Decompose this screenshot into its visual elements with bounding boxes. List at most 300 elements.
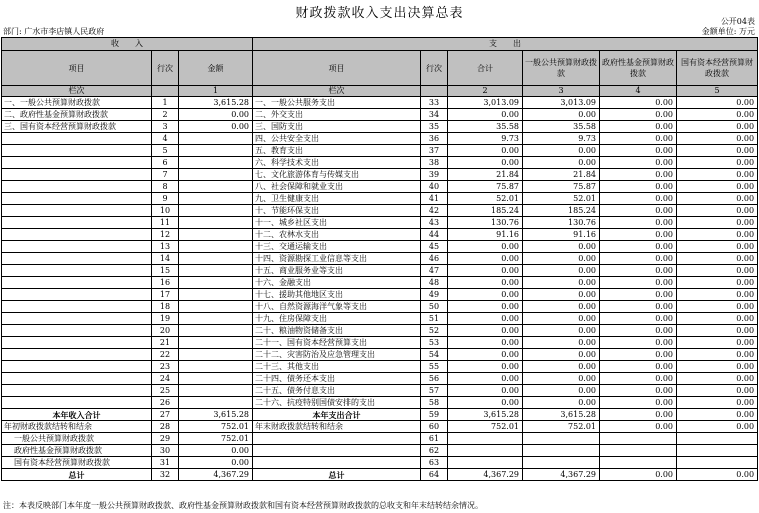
cell-left-amount: [179, 217, 253, 229]
cell-left-amount: [179, 241, 253, 253]
cell-fund: 0.00: [600, 109, 677, 121]
cell-fund: 0.00: [600, 409, 677, 421]
col-item-left: 项目: [2, 51, 152, 86]
cell-left-line: 8: [152, 181, 179, 193]
cell-total: 752.01: [448, 421, 523, 433]
cell-right-line: 51: [421, 313, 448, 325]
cell-right-line: 49: [421, 289, 448, 301]
cell-fund: 0.00: [600, 313, 677, 325]
table-row: [2, 373, 758, 385]
cell-state: 0.00: [677, 289, 758, 301]
cell-state: 0.00: [677, 217, 758, 229]
cell-general: 0.00: [523, 277, 600, 289]
cell-total: 52.01: [448, 193, 523, 205]
cell-right-item: [253, 445, 421, 457]
cell-right-item: 年末财政拨款结转和结余: [253, 421, 421, 433]
cell-left-line: 14: [152, 253, 179, 265]
cell-right-line: 33: [421, 97, 448, 109]
cell-fund: 0.00: [600, 241, 677, 253]
cell-right-item: 十一、城乡社区支出: [253, 217, 421, 229]
cell-right-item: 一、一般公共服务支出: [253, 97, 421, 109]
cell-general: 0.00: [523, 325, 600, 337]
cell-left-item: [2, 241, 152, 253]
cell-left-line: 3: [152, 121, 179, 133]
cell-fund: [600, 445, 677, 457]
cell-fund: 0.00: [600, 421, 677, 433]
cell-left-line: 1: [152, 97, 179, 109]
cell-right-item: 十六、金融支出: [253, 277, 421, 289]
cell-right-item: 二十三、其他支出: [253, 361, 421, 373]
col-num-5: 5: [677, 86, 758, 97]
cell-left-amount: [179, 253, 253, 265]
cell-state: [677, 457, 758, 469]
cell-right-line: 57: [421, 385, 448, 397]
cell-right-item: 五、教育支出: [253, 145, 421, 157]
cell-right-item: 三、国防支出: [253, 121, 421, 133]
cell-right-line: 43: [421, 217, 448, 229]
cell-right-item: 二十四、债务还本支出: [253, 373, 421, 385]
cell-left-item: [2, 313, 152, 325]
cell-left-amount: [179, 397, 253, 409]
cell-left-item: [2, 349, 152, 361]
cell-total: 130.76: [448, 217, 523, 229]
cell-left-amount: [179, 157, 253, 169]
cell-fund: 0.00: [600, 397, 677, 409]
cell-left-line: 9: [152, 193, 179, 205]
budget-table: [1, 37, 758, 481]
cell-right-line: 46: [421, 253, 448, 265]
cell-left-item: 总计: [2, 469, 152, 481]
cell-right-line: 63: [421, 457, 448, 469]
cell-total: 0.00: [448, 373, 523, 385]
cell-total: 0.00: [448, 397, 523, 409]
cell-general: 185.24: [523, 205, 600, 217]
table-row: [2, 145, 758, 157]
cell-right-item: 十七、援助其他地区支出: [253, 289, 421, 301]
table-row: [2, 457, 758, 469]
cell-total: 0.00: [448, 361, 523, 373]
cell-right-item: 二十五、债务付息支出: [253, 385, 421, 397]
cell-right-item: 十五、商业服务业等支出: [253, 265, 421, 277]
table-row: [2, 337, 758, 349]
cell-left-item: [2, 361, 152, 373]
cell-state: 0.00: [677, 157, 758, 169]
cell-fund: 0.00: [600, 373, 677, 385]
cell-right-item: 总计: [253, 469, 421, 481]
table-row: [2, 397, 758, 409]
column-header-row: [2, 51, 758, 86]
cell-fund: 0.00: [600, 205, 677, 217]
cell-total: 35.58: [448, 121, 523, 133]
cell-fund: 0.00: [600, 145, 677, 157]
cell-left-amount: [179, 193, 253, 205]
cell-right-line: 37: [421, 145, 448, 157]
cell-state: 0.00: [677, 193, 758, 205]
cell-right-line: 50: [421, 301, 448, 313]
cell-left-amount: 752.01: [179, 421, 253, 433]
cell-state: 0.00: [677, 469, 758, 481]
cell-left-item: [2, 277, 152, 289]
cell-right-line: 58: [421, 397, 448, 409]
cell-fund: 0.00: [600, 157, 677, 169]
cell-general: 0.00: [523, 241, 600, 253]
cell-right-item: 九、卫生健康支出: [253, 193, 421, 205]
cell-total: 0.00: [448, 385, 523, 397]
cell-total: 9.73: [448, 133, 523, 145]
cell-general: 0.00: [523, 385, 600, 397]
cell-left-amount: [179, 325, 253, 337]
cell-general: [523, 457, 600, 469]
cell-general: 0.00: [523, 301, 600, 313]
cell-general: 0.00: [523, 337, 600, 349]
cell-state: 0.00: [677, 169, 758, 181]
cell-general: 21.84: [523, 169, 600, 181]
cell-left-line: 26: [152, 397, 179, 409]
cell-left-amount: [179, 349, 253, 361]
cell-left-amount: 0.00: [179, 121, 253, 133]
cell-right-item: 本年支出合计: [253, 409, 421, 421]
cell-left-item: [2, 157, 152, 169]
cell-right-item: 十四、资源勘探工业信息等支出: [253, 253, 421, 265]
cell-left-amount: [179, 373, 253, 385]
cell-left-line: 18: [152, 301, 179, 313]
cell-left-amount: [179, 277, 253, 289]
table-row: [2, 433, 758, 445]
page-title: 财政拨款收入支出决算总表: [295, 6, 464, 21]
cell-state: 0.00: [677, 397, 758, 409]
cell-left-line: 5: [152, 145, 179, 157]
cell-left-line: 17: [152, 289, 179, 301]
cell-right-item: 二十六、抗疫特别国债安排的支出: [253, 397, 421, 409]
cell-left-line: 25: [152, 385, 179, 397]
cell-fund: [600, 457, 677, 469]
cell-left-item: [2, 253, 152, 265]
cell-general: 3,013.09: [523, 97, 600, 109]
table-row: [2, 325, 758, 337]
cell-fund: 0.00: [600, 169, 677, 181]
cell-fund: 0.00: [600, 385, 677, 397]
cell-right-line: 53: [421, 337, 448, 349]
cell-left-item: [2, 325, 152, 337]
cell-left-line: 24: [152, 373, 179, 385]
table-row: [2, 385, 758, 397]
cell-state: 0.00: [677, 145, 758, 157]
cell-left-line: 7: [152, 169, 179, 181]
table-row: [2, 469, 758, 481]
table-row: [2, 181, 758, 193]
expense-header: 支 出: [253, 38, 758, 51]
cell-left-line: 11: [152, 217, 179, 229]
table-row: [2, 421, 758, 433]
cell-total: 0.00: [448, 325, 523, 337]
cell-left-amount: [179, 337, 253, 349]
form-number: 公开04表: [720, 17, 755, 26]
cell-right-line: 45: [421, 241, 448, 253]
cell-right-item: 十、节能环保支出: [253, 205, 421, 217]
cell-right-item: 八、社会保障和就业支出: [253, 181, 421, 193]
cell-general: 0.00: [523, 373, 600, 385]
unit-label: 金额单位: 万元: [701, 27, 755, 36]
cell-total: 0.00: [448, 253, 523, 265]
cell-left-item: [2, 385, 152, 397]
cell-total: 0.00: [448, 109, 523, 121]
cell-left-amount: [179, 301, 253, 313]
cell-left-amount: [179, 289, 253, 301]
cell-fund: 0.00: [600, 325, 677, 337]
cell-left-amount: [179, 145, 253, 157]
cell-left-item: [2, 229, 152, 241]
cell-left-line: 30: [152, 445, 179, 457]
cell-left-line: 28: [152, 421, 179, 433]
table-row: [2, 229, 758, 241]
cell-left-amount: [179, 133, 253, 145]
cell-right-line: 61: [421, 433, 448, 445]
table-row: [2, 109, 758, 121]
table-row: [2, 313, 758, 325]
table-row: [2, 409, 758, 421]
cell-right-line: 52: [421, 325, 448, 337]
cell-left-line: 27: [152, 409, 179, 421]
table-row: [2, 121, 758, 133]
table-row: [2, 97, 758, 109]
cell-left-item: 一般公共预算财政拨款: [2, 433, 152, 445]
cell-left-amount: [179, 265, 253, 277]
cell-total: [448, 445, 523, 457]
cell-left-line: 15: [152, 265, 179, 277]
cell-right-item: 二十一、国有资本经营预算支出: [253, 337, 421, 349]
cell-state: 0.00: [677, 301, 758, 313]
cell-left-amount: 0.00: [179, 109, 253, 121]
cell-right-line: 42: [421, 205, 448, 217]
cell-fund: 0.00: [600, 349, 677, 361]
cell-left-item: [2, 217, 152, 229]
cell-general: 52.01: [523, 193, 600, 205]
cell-left-amount: [179, 229, 253, 241]
cell-right-item: 十九、住房保障支出: [253, 313, 421, 325]
section-header-row: [2, 38, 758, 51]
cell-right-line: 48: [421, 277, 448, 289]
col-line-left: 行次: [152, 51, 179, 86]
cell-state: 0.00: [677, 241, 758, 253]
col-total: 合计: [448, 51, 523, 86]
cell-general: 9.73: [523, 133, 600, 145]
cell-state: 0.00: [677, 133, 758, 145]
cell-right-line: 59: [421, 409, 448, 421]
cell-left-item: [2, 337, 152, 349]
col-amount: 金额: [179, 51, 253, 86]
cell-general: 0.00: [523, 265, 600, 277]
cell-left-item: 国有资本经营预算财政拨款: [2, 457, 152, 469]
cell-left-item: [2, 265, 152, 277]
cell-left-line: 12: [152, 229, 179, 241]
table-row: [2, 349, 758, 361]
cell-fund: 0.00: [600, 265, 677, 277]
col-item-right: 项目: [253, 51, 421, 86]
cell-left-item: [2, 193, 152, 205]
cell-general: 752.01: [523, 421, 600, 433]
cell-left-line: 4: [152, 133, 179, 145]
cell-fund: 0.00: [600, 193, 677, 205]
cell-state: 0.00: [677, 121, 758, 133]
cell-left-amount: 752.01: [179, 433, 253, 445]
cell-total: 3,013.09: [448, 97, 523, 109]
cell-general: 35.58: [523, 121, 600, 133]
cell-fund: 0.00: [600, 181, 677, 193]
cell-left-line: 23: [152, 361, 179, 373]
cell-state: 0.00: [677, 277, 758, 289]
cell-state: 0.00: [677, 313, 758, 325]
cell-general: 0.00: [523, 157, 600, 169]
cell-right-line: 60: [421, 421, 448, 433]
cell-state: [677, 445, 758, 457]
cell-general: 130.76: [523, 217, 600, 229]
cell-right-item: [253, 457, 421, 469]
cell-left-line: 22: [152, 349, 179, 361]
cell-left-line: 32: [152, 469, 179, 481]
cell-right-line: 44: [421, 229, 448, 241]
cell-total: 91.16: [448, 229, 523, 241]
cell-fund: 0.00: [600, 229, 677, 241]
cell-left-line: 31: [152, 457, 179, 469]
table-row: [2, 253, 758, 265]
cell-fund: 0.00: [600, 97, 677, 109]
col-num-2: 2: [448, 86, 523, 97]
cell-total: [448, 457, 523, 469]
cell-right-item: 六、科学技术支出: [253, 157, 421, 169]
cell-right-line: 56: [421, 373, 448, 385]
cell-right-line: 62: [421, 445, 448, 457]
table-row: [2, 217, 758, 229]
cell-general: 0.00: [523, 145, 600, 157]
cell-total: 4,367.29: [448, 469, 523, 481]
cell-left-line: 19: [152, 313, 179, 325]
cell-left-line: 6: [152, 157, 179, 169]
cell-total: 0.00: [448, 289, 523, 301]
cell-left-amount: 3,615.28: [179, 409, 253, 421]
cell-state: 0.00: [677, 409, 758, 421]
cell-total: 0.00: [448, 277, 523, 289]
cell-right-line: 38: [421, 157, 448, 169]
cell-fund: 0.00: [600, 337, 677, 349]
cell-right-line: 55: [421, 361, 448, 373]
cell-left-item: [2, 181, 152, 193]
cell-right-line: 35: [421, 121, 448, 133]
col-num-3: 3: [523, 86, 600, 97]
cell-left-amount: [179, 181, 253, 193]
table-row: [2, 361, 758, 373]
cell-general: 3,615.28: [523, 409, 600, 421]
cell-general: 0.00: [523, 349, 600, 361]
cell-left-item: 本年收入合计: [2, 409, 152, 421]
cell-general: [523, 433, 600, 445]
cell-state: 0.00: [677, 253, 758, 265]
col-blank-right: [421, 86, 448, 97]
cell-right-item: 二十二、灾害防治及应急管理支出: [253, 349, 421, 361]
column-number-row: [2, 86, 758, 97]
cell-state: 0.00: [677, 373, 758, 385]
cell-total: 0.00: [448, 337, 523, 349]
cell-total: 0.00: [448, 265, 523, 277]
cell-general: 0.00: [523, 109, 600, 121]
table-row: [2, 193, 758, 205]
income-header: 收 入: [2, 38, 253, 51]
cell-left-line: 2: [152, 109, 179, 121]
cell-state: 0.00: [677, 421, 758, 433]
cell-state: 0.00: [677, 181, 758, 193]
cell-left-item: [2, 373, 152, 385]
cell-general: 0.00: [523, 313, 600, 325]
cell-general: 0.00: [523, 361, 600, 373]
cell-right-item: 二十、粮油物资储备支出: [253, 325, 421, 337]
cell-right-item: 十二、农林水支出: [253, 229, 421, 241]
cell-left-item: [2, 205, 152, 217]
cell-left-item: [2, 133, 152, 145]
cell-total: 0.00: [448, 301, 523, 313]
cell-state: 0.00: [677, 361, 758, 373]
cell-total: [448, 433, 523, 445]
cell-left-amount: [179, 361, 253, 373]
table-row: [2, 133, 758, 145]
table-row: [2, 205, 758, 217]
cell-total: 0.00: [448, 157, 523, 169]
cell-right-item: 十八、自然资源海洋气象等支出: [253, 301, 421, 313]
cell-fund: 0.00: [600, 301, 677, 313]
cell-right-line: 41: [421, 193, 448, 205]
table-row: [2, 241, 758, 253]
cell-state: 0.00: [677, 109, 758, 121]
cell-total: 0.00: [448, 349, 523, 361]
cell-fund: 0.00: [600, 253, 677, 265]
cell-left-amount: 3,615.28: [179, 97, 253, 109]
cell-state: 0.00: [677, 229, 758, 241]
cell-left-item: [2, 289, 152, 301]
cell-left-line: 16: [152, 277, 179, 289]
cell-fund: 0.00: [600, 121, 677, 133]
cell-left-item: [2, 169, 152, 181]
cell-left-amount: [179, 205, 253, 217]
col-num-1: 1: [179, 86, 253, 97]
cell-state: 0.00: [677, 349, 758, 361]
cell-left-line: 21: [152, 337, 179, 349]
cell-general: 91.16: [523, 229, 600, 241]
footnote: 注：本表反映部门本年度一般公共预算财政拨款、政府性基金预算财政拨款和国有资本经营预算财政拨款的总收支和年末结转结余情况。: [3, 501, 483, 510]
cell-right-line: 40: [421, 181, 448, 193]
cell-state: 0.00: [677, 205, 758, 217]
cell-left-item: 二、政府性基金预算财政拨款: [2, 109, 152, 121]
cell-right-item: 二、外交支出: [253, 109, 421, 121]
col-label-right: 栏次: [253, 86, 421, 97]
cell-general: 75.87: [523, 181, 600, 193]
cell-left-amount: 4,367.29: [179, 469, 253, 481]
cell-left-amount: [179, 169, 253, 181]
cell-general: 0.00: [523, 289, 600, 301]
cell-left-line: 13: [152, 241, 179, 253]
table-row: [2, 277, 758, 289]
cell-general: 0.00: [523, 397, 600, 409]
table-row: [2, 445, 758, 457]
cell-left-item: [2, 397, 152, 409]
cell-state: 0.00: [677, 97, 758, 109]
cell-right-line: 54: [421, 349, 448, 361]
col-blank-left: [152, 86, 179, 97]
cell-right-item: 四、公共安全支出: [253, 133, 421, 145]
cell-total: 185.24: [448, 205, 523, 217]
cell-total: 21.84: [448, 169, 523, 181]
table-row: [2, 169, 758, 181]
cell-left-amount: [179, 385, 253, 397]
cell-state: 0.00: [677, 325, 758, 337]
table-row: [2, 289, 758, 301]
